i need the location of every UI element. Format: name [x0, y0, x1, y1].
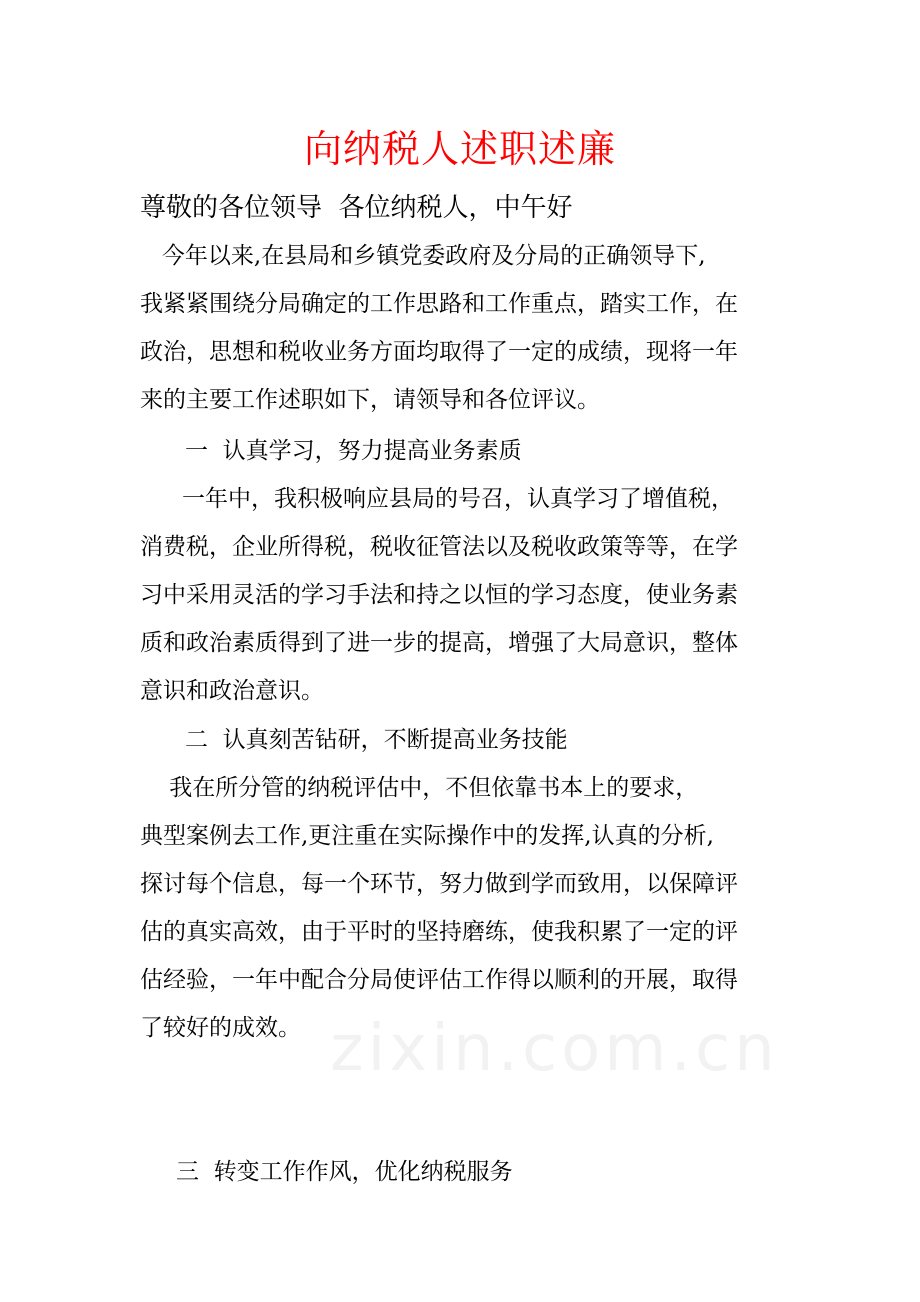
section-1-heading: 一 认真学习，努力提高业务素质	[185, 438, 522, 464]
intro-paragraph	[140, 232, 790, 424]
section-2-line: 典型案例去工作,更注重在实际操作中的发挥,认真的分析,	[140, 823, 714, 849]
section-1-line: 消费税，企业所得税，税收征管法以及税收政策等等，在学	[140, 534, 738, 560]
section-1-paragraph	[140, 475, 790, 715]
section-2-line: 我在所分管的纳税评估中，不但依靠书本上的要求，	[140, 775, 699, 801]
watermark: zixin.com.cn	[330, 1012, 779, 1086]
section-3-heading: 三 转变工作作风，优化纳税服务	[176, 1159, 513, 1185]
section-2-line: 估经验，一年中配合分局使评估工作得以顺利的开展，取得	[140, 967, 738, 993]
section-1-line: 一年中，我积极响应县局的号召，认真学习了增值税，	[182, 486, 734, 512]
greeting-line: 尊敬的各位领导 各位纳税人，中午好	[140, 193, 573, 223]
section-2-heading: 二 认真刻苦钻研，不断提高业务技能	[185, 727, 568, 753]
section-2-line: 探讨每个信息，每一个环节，努力做到学而致用，以保障评	[140, 871, 738, 897]
document-title: 向纳税人述职述廉	[303, 127, 616, 171]
intro-line: 来的主要工作述职如下，请领导和各位评议。	[140, 387, 600, 413]
section-2-line: 估的真实高效，由于平时的坚持磨练，使我积累了一定的评	[140, 919, 738, 945]
intro-line: 政治，思想和税收业务方面均取得了一定的成绩，现将一年	[140, 339, 738, 365]
section-1-line: 习中采用灵活的学习手法和持之以恒的学习态度，使业务素	[140, 582, 738, 608]
intro-line: 我紧紧围绕分局确定的工作思路和工作重点，踏实工作，在	[140, 291, 738, 317]
section-1-line: 意识和政治意识。	[140, 678, 324, 704]
section-2-paragraph	[140, 764, 790, 1052]
intro-line: 今年以来,在县局和乡镇党委政府及分局的正确领导下,	[140, 243, 706, 269]
section-2-line: 了较好的成效。	[140, 1015, 301, 1041]
section-1-line: 质和政治素质得到了进一步的提高，增强了大局意识，整体	[140, 630, 738, 656]
